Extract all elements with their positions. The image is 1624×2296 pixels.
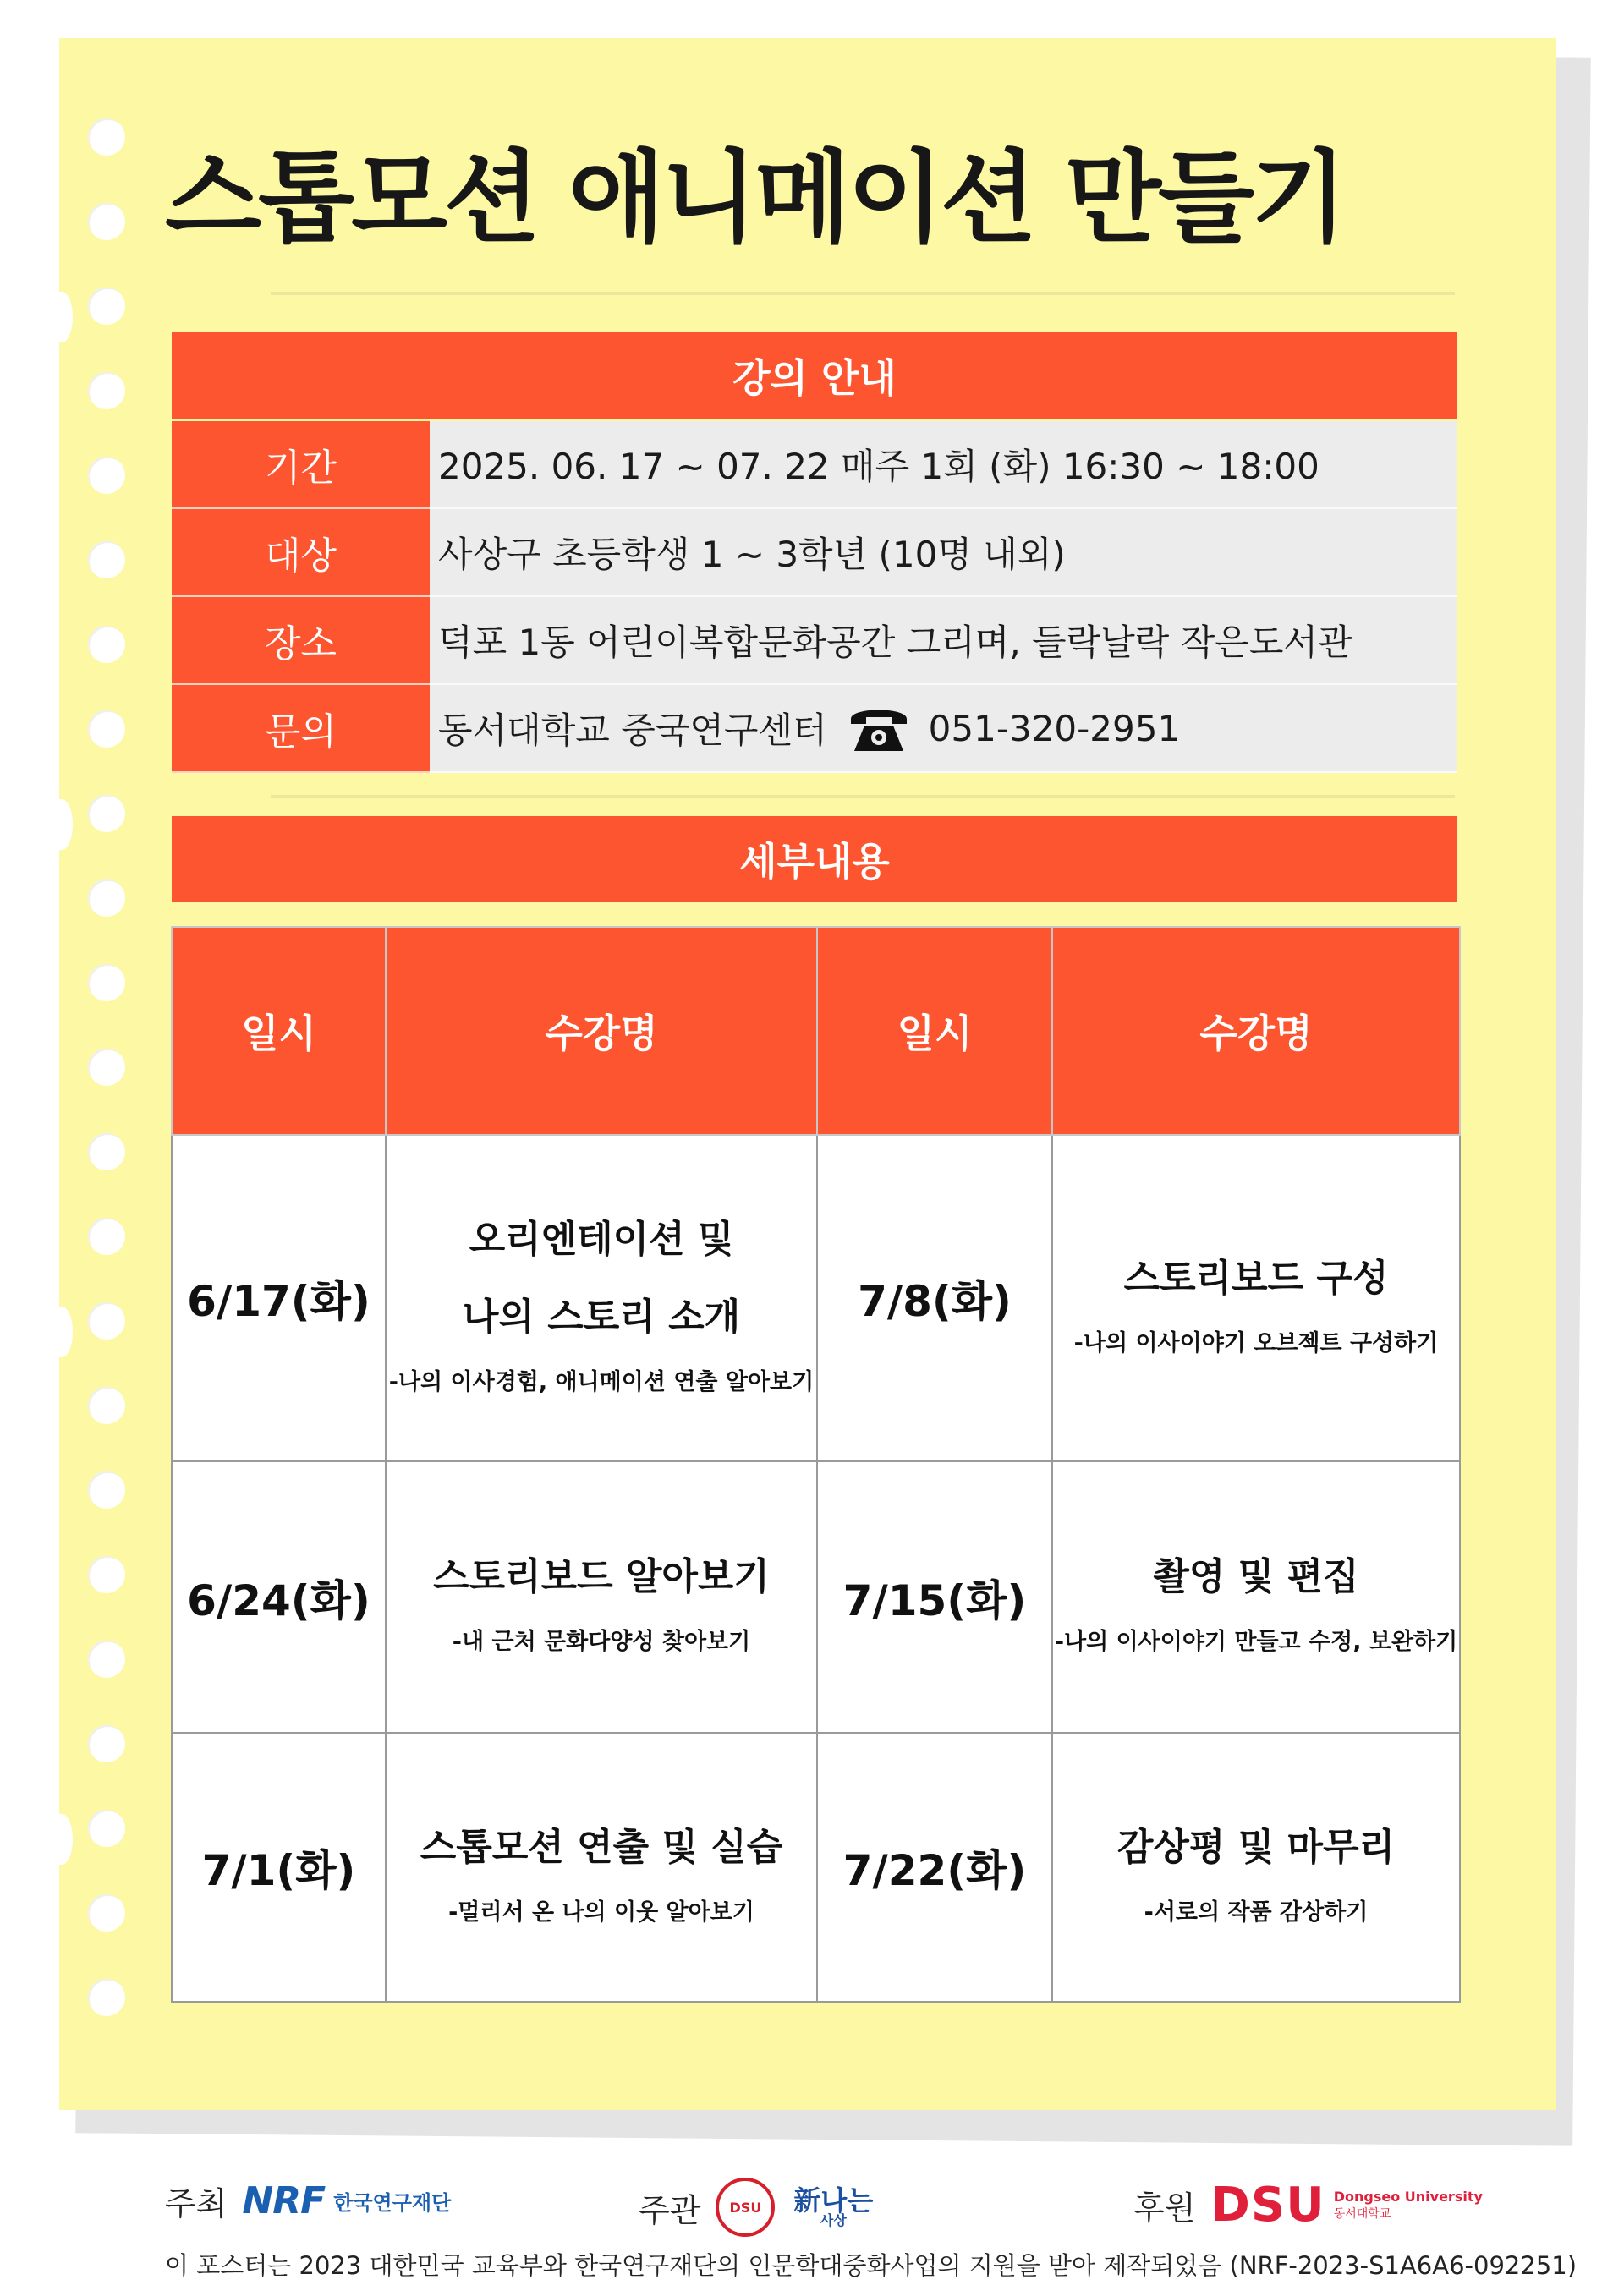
session-title: 스톱모션 연출 및 실습 — [420, 1825, 783, 1869]
info-row — [172, 597, 1457, 685]
binder-hole — [88, 1387, 125, 1424]
dsu-logo-en: Dongseo University — [1333, 2189, 1483, 2205]
host-label: 주최 — [165, 2185, 228, 2222]
binder-hole — [88, 1218, 125, 1255]
session-date-cell — [172, 1733, 386, 2002]
binder-hole — [88, 1471, 125, 1509]
session-cell — [1052, 1733, 1460, 2002]
binder-hole — [88, 879, 125, 917]
session-subtitle: -나의 이사경험, 애니메이션 연출 알아보기 — [388, 1368, 815, 1395]
dsu-logo-ko: 동서대학교 — [1333, 2206, 1391, 2221]
binder-hole — [88, 541, 125, 578]
torn-edge — [51, 1814, 73, 1865]
info-value: 사상구 초등학생 1 ~ 3학년 (10명 내외) — [430, 509, 1457, 597]
binder-hole — [88, 1810, 125, 1847]
sinnaneun-logo-top: 新나는 — [793, 2184, 874, 2217]
session-date-cell — [172, 1135, 386, 1461]
table-row — [172, 1461, 1460, 1733]
session-subtitle: -나의 이사이야기 오브젝트 구성하기 — [1073, 1329, 1439, 1356]
contact-organization: 동서대학교 중국연구센터 — [438, 710, 827, 751]
info-value: 2025. 06. 17 ~ 07. 22 매주 1회 (화) 16:30 ~ 18:00 — [430, 421, 1457, 509]
sponsor-credit — [1133, 2178, 1483, 2233]
session-date: 6/24(화) — [187, 1575, 370, 1625]
binder-hole — [88, 1133, 125, 1170]
details-section-header: 세부내용 — [172, 816, 1457, 902]
info-label: 대상 — [172, 509, 430, 597]
info-label: 문의 — [172, 685, 430, 773]
session-date-cell — [817, 1733, 1052, 2002]
info-row — [172, 421, 1457, 509]
session-subtitle: -서로의 작품 감상하기 — [1144, 1899, 1369, 1926]
info-row — [172, 509, 1457, 597]
binder-hole — [88, 1556, 125, 1593]
session-title: 감상평 및 마무리 — [1116, 1825, 1396, 1869]
session-cell — [386, 1733, 817, 2002]
session-title: 촬영 및 편집 — [1153, 1555, 1359, 1598]
session-date-cell — [817, 1135, 1052, 1461]
nrf-logo-name: 한국연구재단 — [333, 2191, 452, 2215]
session-subtitle: -멀리서 온 나의 이웃 알아보기 — [448, 1899, 754, 1926]
table-row — [172, 1733, 1460, 2002]
binder-hole — [88, 1894, 125, 1932]
divider — [271, 795, 1455, 798]
column-header: 일시 — [172, 927, 386, 1135]
binder-hole — [88, 1979, 125, 2016]
binder-hole — [88, 710, 125, 748]
session-title: 스토리보드 구성 — [1123, 1256, 1389, 1300]
organizer-label: 주관 — [639, 2191, 701, 2229]
contact-phone[interactable]: 051-320-2951 — [928, 707, 1181, 749]
session-cell — [1052, 1461, 1460, 1733]
column-header: 일시 — [817, 927, 1052, 1135]
session-subtitle: -내 근처 문화다양성 찾아보기 — [452, 1629, 751, 1655]
page-title: 스톱모션 애니메이션 만들기 — [165, 140, 1345, 256]
dsu-logo-mark: DSU — [1210, 2178, 1325, 2233]
binder-hole — [88, 795, 125, 832]
session-date: 6/17(화) — [187, 1277, 370, 1326]
info-row — [172, 685, 1457, 773]
dsu-logo-text — [1334, 2189, 1483, 2222]
binder-hole — [88, 626, 125, 663]
binder-hole — [88, 1302, 125, 1340]
table-row — [172, 1135, 1460, 1461]
dsu-logo — [1210, 2178, 1482, 2233]
binder-hole — [88, 1725, 125, 1762]
nrf-logo-mark: NRF — [242, 2179, 326, 2222]
binder-hole — [88, 372, 125, 409]
binder-hole — [88, 118, 125, 156]
session-date: 7/22(화) — [842, 1846, 1027, 1895]
schedule-table — [171, 926, 1461, 2003]
session-date: 7/1(화) — [201, 1846, 356, 1895]
organizer-credit — [639, 2178, 873, 2237]
info-value-contact — [430, 685, 1457, 773]
divider — [271, 292, 1455, 295]
dsu-seal-logo: DSU — [716, 2178, 775, 2237]
sinnaneun-sasang-logo — [793, 2184, 874, 2228]
sponsor-label: 후원 — [1133, 2189, 1196, 2227]
binder-hole — [88, 1641, 125, 1678]
binder-hole — [88, 203, 125, 240]
session-subtitle: -나의 이사이야기 만들고 수정, 보완하기 — [1054, 1629, 1458, 1655]
sinnaneun-logo-bottom: 사상 — [820, 2212, 847, 2228]
session-title: 스토리보드 알아보기 — [433, 1555, 770, 1598]
column-header: 수강명 — [386, 927, 817, 1135]
info-table — [172, 421, 1457, 773]
schedule-header-row — [172, 927, 1460, 1135]
column-header: 수강명 — [1052, 927, 1460, 1135]
session-date: 7/15(화) — [842, 1575, 1027, 1625]
torn-edge — [51, 799, 73, 850]
host-credit — [165, 2178, 451, 2224]
binder-hole — [88, 288, 125, 325]
session-cell — [386, 1461, 817, 1733]
session-title: 오리엔테이션 및 — [469, 1217, 734, 1261]
binder-hole — [88, 1049, 125, 1086]
session-date: 7/8(화) — [858, 1277, 1012, 1326]
session-title: 나의 스토리 소개 — [462, 1295, 741, 1339]
session-date-cell — [172, 1461, 386, 1733]
nrf-logo — [242, 2179, 451, 2222]
phone-icon — [848, 702, 910, 754]
binder-hole — [88, 964, 125, 1001]
funding-disclaimer: 이 포스터는 2023 대한민국 교육부와 한국연구재단의 인문학대중화사업의 지원을 받아 제작되었음 (NRF-2023-S1A6A6-092251) — [165, 2251, 1577, 2280]
info-value: 덕포 1동 어린이복합문화공간 그리며, 들락날락 작은도서관 — [430, 597, 1457, 685]
session-cell — [386, 1135, 817, 1461]
torn-edge — [51, 1307, 73, 1357]
info-label: 장소 — [172, 597, 430, 685]
info-label: 기간 — [172, 421, 430, 509]
session-date-cell — [817, 1461, 1052, 1733]
session-cell — [1052, 1135, 1460, 1461]
info-section-header: 강의 안내 — [172, 332, 1457, 419]
torn-edge — [51, 292, 73, 342]
binder-hole — [88, 457, 125, 494]
